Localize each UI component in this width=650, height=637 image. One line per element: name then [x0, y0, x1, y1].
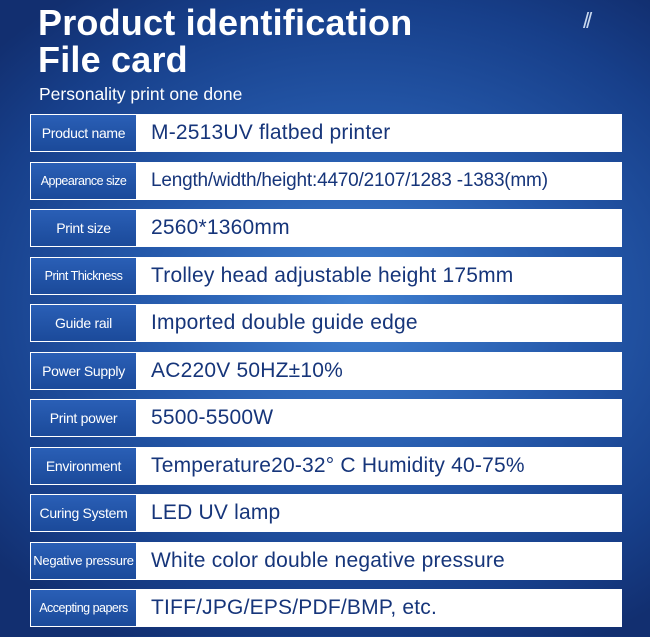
spec-label: Print Thickness — [31, 258, 137, 294]
spec-row-print-power — [30, 399, 622, 437]
spec-row-power-supply — [30, 352, 622, 390]
spec-value: Length/width/height:4470/2107/1283 -1383(mm) — [151, 169, 548, 191]
spec-label: Print power — [31, 400, 137, 436]
spec-value: TIFF/JPG/EPS/PDF/BMP, etc. — [151, 596, 438, 619]
spec-row-print-thickness — [30, 257, 622, 295]
spec-row-accepting-papers — [30, 589, 622, 627]
title-line-2: File card — [38, 39, 188, 80]
spec-row-print-size — [30, 209, 622, 247]
spec-row-curing-system — [30, 494, 622, 532]
spec-row-appearance-size — [30, 162, 622, 200]
page-title — [38, 4, 412, 78]
spec-value: Trolley head adjustable height 175mm — [151, 263, 514, 287]
title-line-1: Product identification — [38, 2, 413, 43]
spec-value: White color double negative pressure — [151, 548, 505, 572]
spec-row-environment — [30, 447, 622, 485]
spec-value: Imported double guide edge — [151, 311, 418, 334]
spec-row-product-name — [30, 114, 622, 152]
spec-value: Temperature20-32° C Humidity 40-75% — [151, 453, 525, 477]
spec-label: Environment — [31, 448, 137, 484]
spec-label: Product name — [31, 115, 137, 151]
spec-label: Appearance size — [31, 163, 137, 199]
spec-row-negative-pressure — [30, 542, 622, 580]
subtitle: Personality print one done — [39, 84, 243, 104]
spec-label: Negative pressure — [31, 543, 137, 579]
spec-value: 2560*1360mm — [151, 216, 290, 239]
spec-row-guide-rail — [30, 304, 622, 342]
spec-label: Accepting papers — [31, 590, 137, 626]
spec-label: Guide rail — [31, 305, 137, 341]
spec-value: M-2513UV flatbed printer — [151, 121, 391, 144]
spec-value: LED UV lamp — [151, 501, 281, 524]
spec-label: Curing System — [31, 495, 137, 531]
spec-label: Power Supply — [31, 353, 137, 389]
spec-table — [30, 114, 622, 637]
slash-decoration: // — [583, 8, 590, 33]
spec-value: 5500-5500W — [151, 406, 274, 429]
spec-label: Print size — [31, 210, 137, 246]
spec-value: AC220V 50HZ±10% — [151, 358, 343, 382]
